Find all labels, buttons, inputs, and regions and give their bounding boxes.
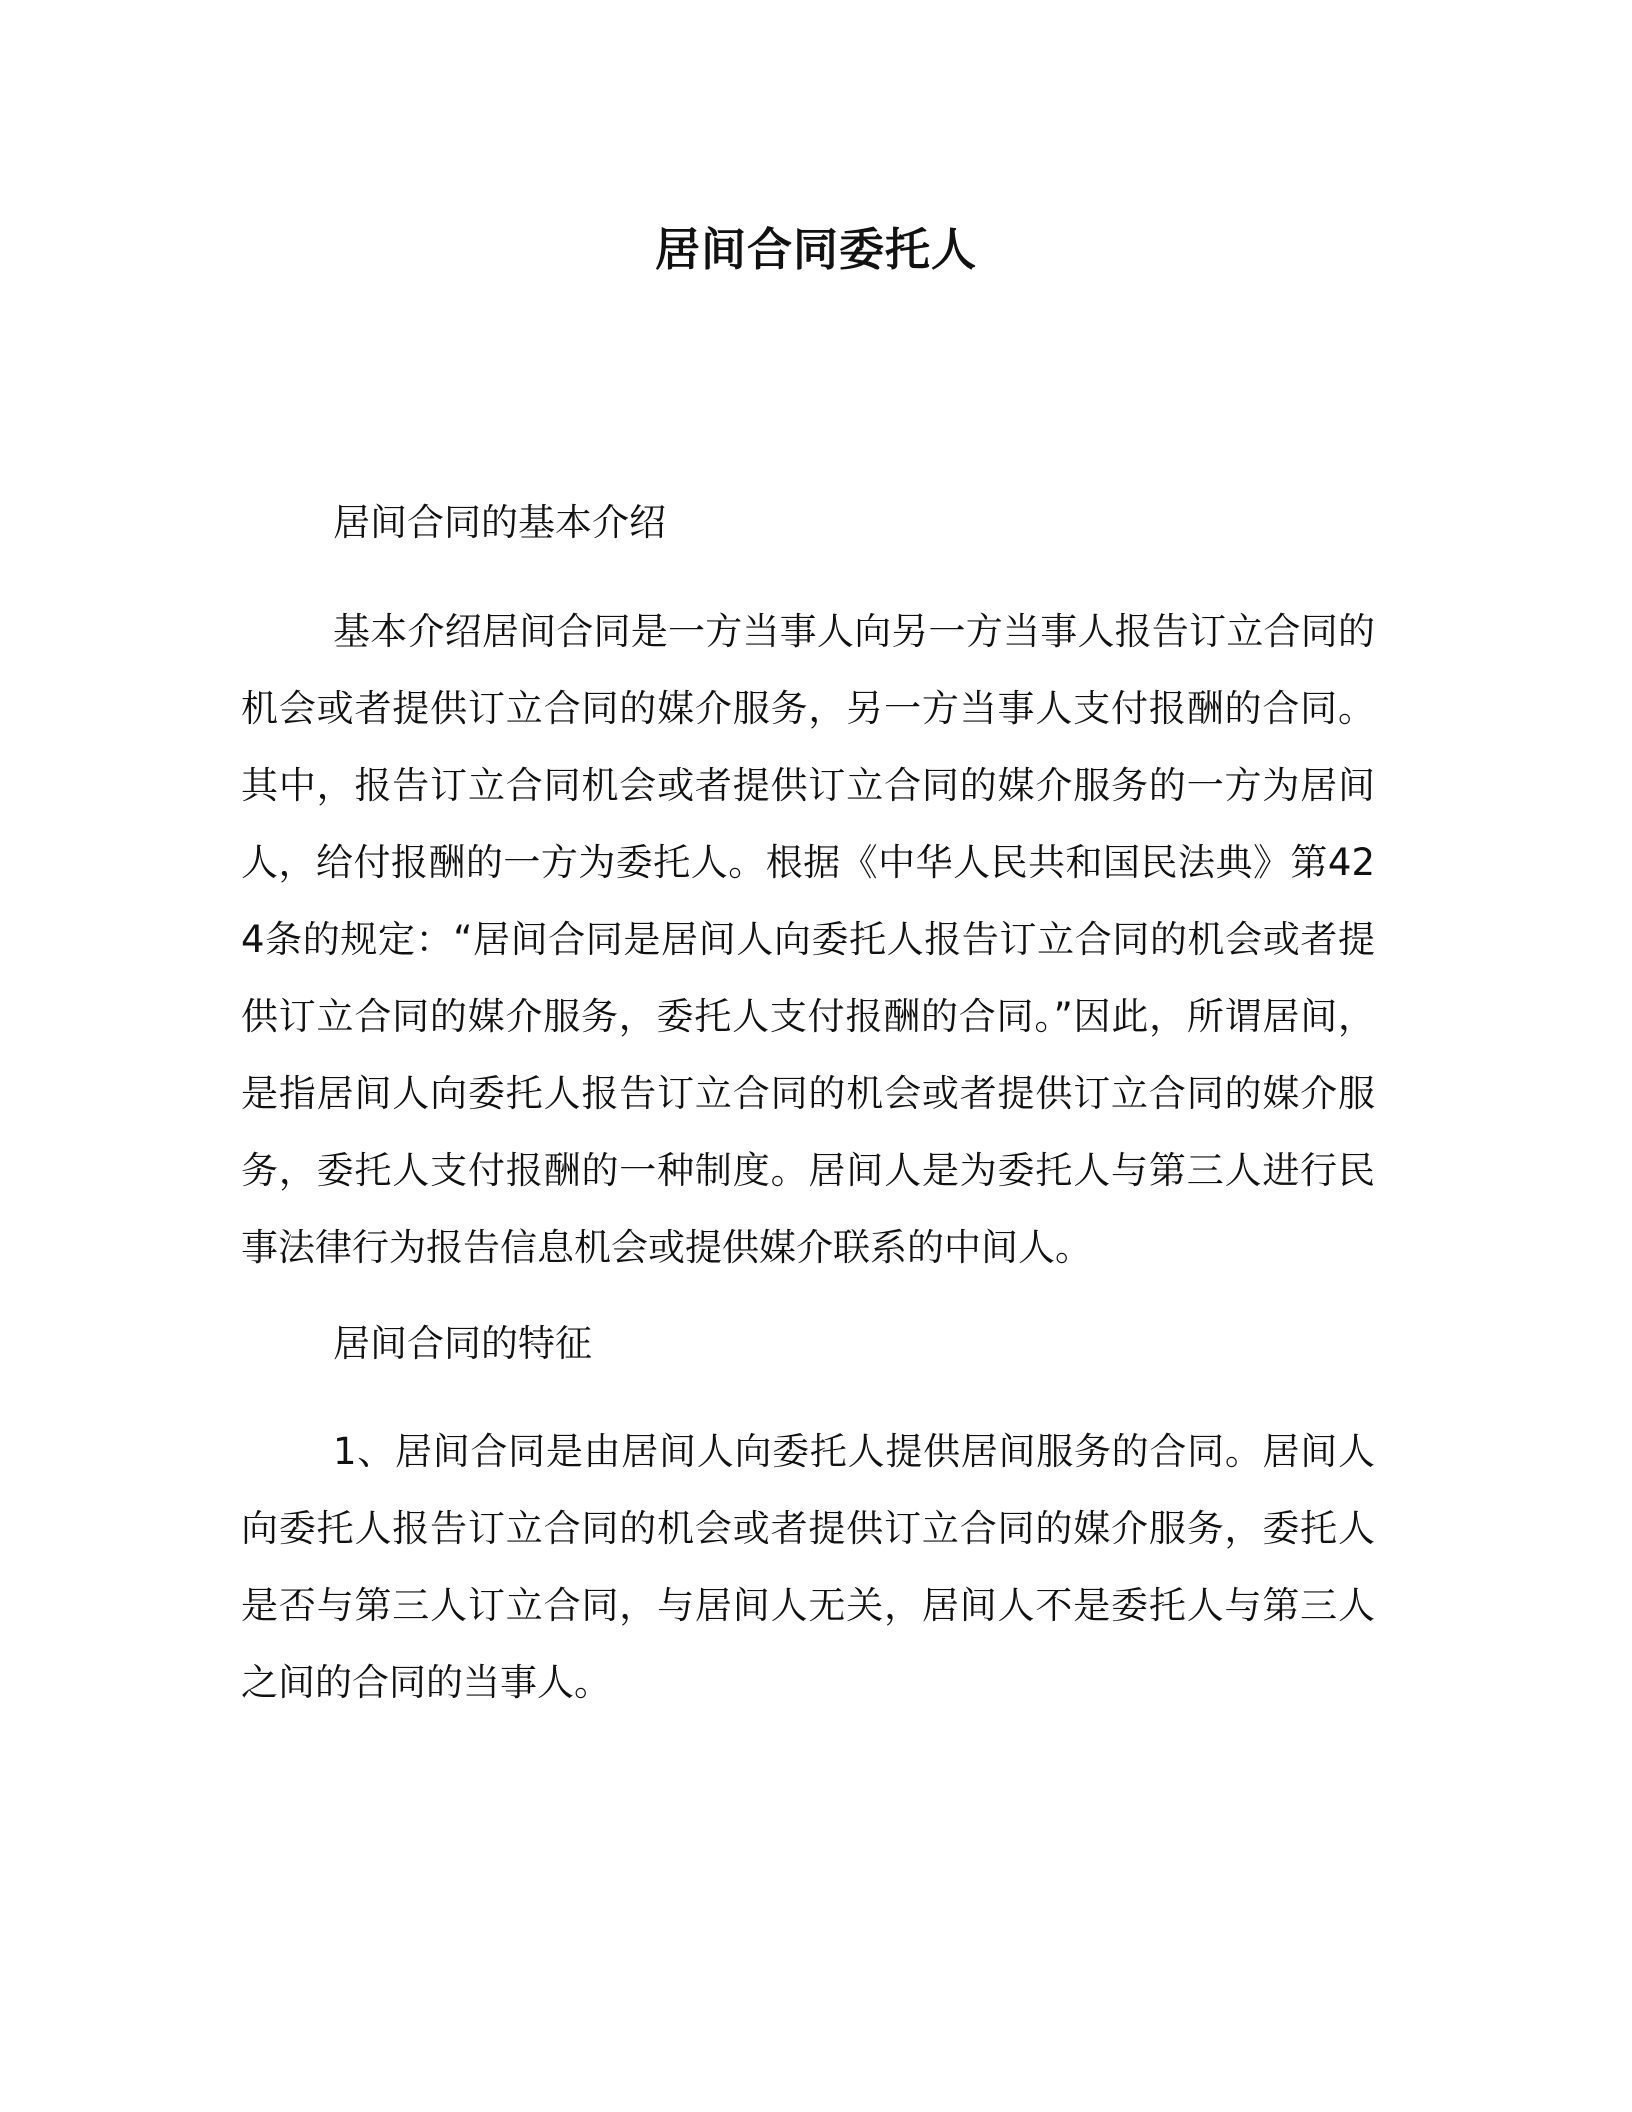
paragraph-basic-intro: 基本介绍居间合同是一方当事人向另一方当事人报告订立合同的机会或者提供订立合同的媒介服务，另一方当事人支付报酬的合同。其中，报告订立合同机会或者提供订立合同的媒介服务的一方为居间人，给付报酬的一方为委托人。根据《中华人民共和国民法典》第424条的规定：“居间合同是居间人向委托人报告订立合同的机会或者提供订立合同的媒介服务，委托人支付报酬的合同。”因此，所谓居间，是指居间人向委托人报告订立合同的机会或者提供订立合同的媒介服务，委托人支付报酬的一种制度。居间人是为委托人与第三人进行民事法律行为报告信息机会或提供媒介联系的中间人。 <box>241 610 1375 1269</box>
section-heading-features: 居间合同的特征 <box>333 1322 592 1365</box>
section-heading-basic-intro: 居间合同的基本介绍 <box>333 501 666 544</box>
paragraph-feature-1: 1、居间合同是由居间人向委托人提供居间服务的合同。居间人向委托人报告订立合同的机会或者提供订立合同的媒介服务，委托人是否与第三人订立合同，与居间人无关，居间人不是委托人与第三人之间的合同的当事人。 <box>241 1430 1375 1704</box>
document-title: 居间合同委托人 <box>654 223 977 276</box>
